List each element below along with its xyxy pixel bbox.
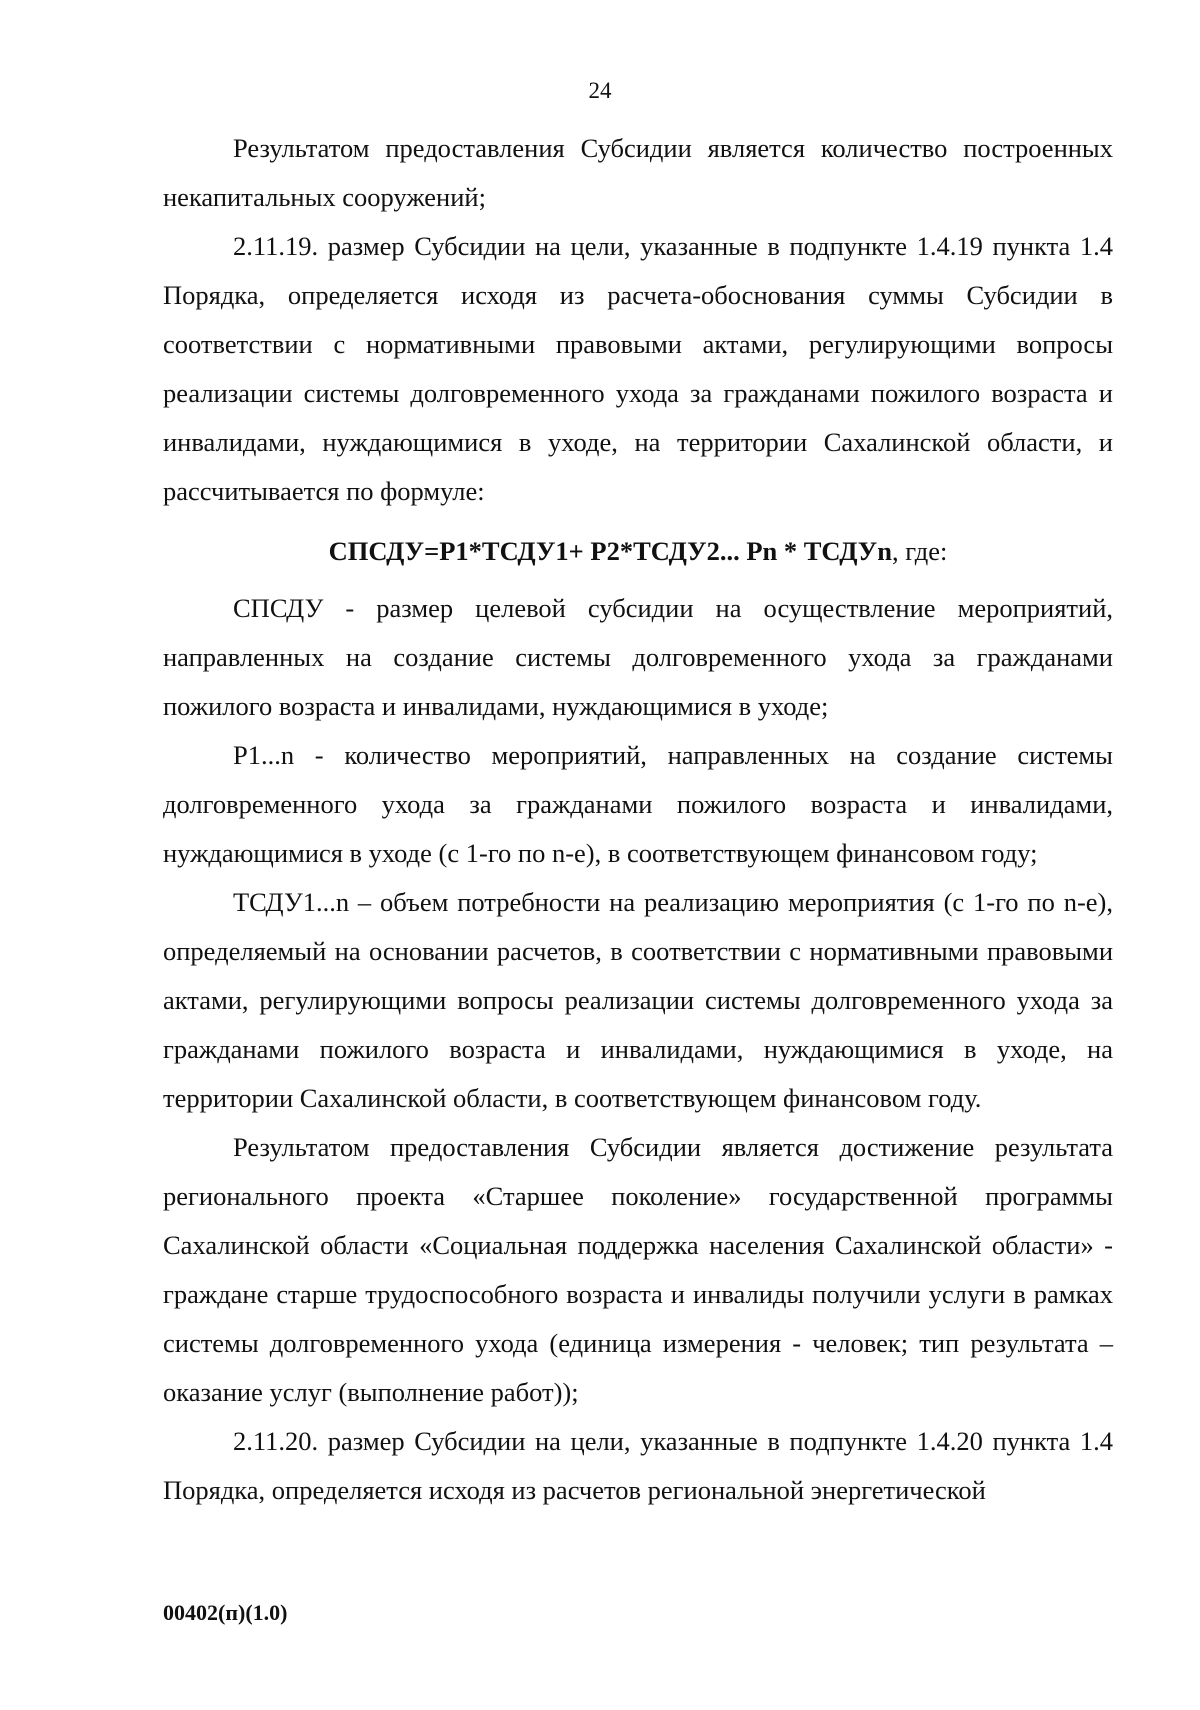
definition-p1-n: Р1...n - количество мероприятий, направленных на создание системы долговременного ухода за гражданами пожилого возраста и инвалидами, нуждающимися в уходе (с 1-го по n-е), в соответствующем финансовом году; <box>163 740 1113 868</box>
page-number: 24 <box>588 78 612 103</box>
paragraph-result-structures: Результатом предоставления Субсидии является количество построенных некапитальных сооружений; <box>163 133 1113 212</box>
definition-tsdu1-n: ТСДУ1...n – объем потребности на реализацию мероприятия (с 1-го по n-е), определяемый на основании расчетов, в соответствии с нормативными правовыми актами, регулирующими вопросы реализации системы долговременного ухода за гражданами пожилого возраста и инвалидами, нуждающимися в уходе, на территории Сахалинской области, в соответствующем финансовом году. <box>163 887 1113 1113</box>
document-body <box>163 124 1113 1515</box>
document-code: 00402(п)(1.0) <box>163 1600 288 1625</box>
formula <box>163 526 1113 576</box>
paragraph-2-11-20: 2.11.20. размер Субсидии на цели, указанные в подпункте 1.4.20 пункта 1.4 Порядка, определяется исходя из расчетов региональной энергетической <box>163 1426 1113 1505</box>
paragraph-2-11-19: 2.11.19. размер Субсидии на цели, указанные в подпункте 1.4.19 пункта 1.4 Порядка, определяется исходя из расчета-обоснования суммы Субсидии в соответствии с нормативными правовыми актами, регулирующими вопросы реализации системы долговременного ухода за гражданами пожилого возраста и инвалидами, нуждающимися в уходе, на территории Сахалинской области, и рассчитывается по формуле: <box>163 231 1113 506</box>
definition-spsdu: СПСДУ - размер целевой субсидии на осуществление мероприятий, направленных на создание системы долговременного ухода за гражданами пожилого возраста и инвалидами, нуждающимися в уходе; <box>163 593 1113 721</box>
formula-suffix: , где: <box>892 536 948 566</box>
formula-expression: СПСДУ=Р1*ТСДУ1+ Р2*ТСДУ2... Рn * ТСДУn <box>328 536 892 566</box>
paragraph-result-older-generation: Результатом предоставления Субсидии является достижение результата регионального проекта «Старшее поколение» государственной программы Сахалинской области «Социальная поддержка населения Сахалинской области» - граждане старше трудоспособного возраста и инвалиды получили услуги в рамках системы долговременного ухода (единица измерения - человек; тип результата – оказание услуг (выполнение работ)); <box>163 1132 1113 1407</box>
